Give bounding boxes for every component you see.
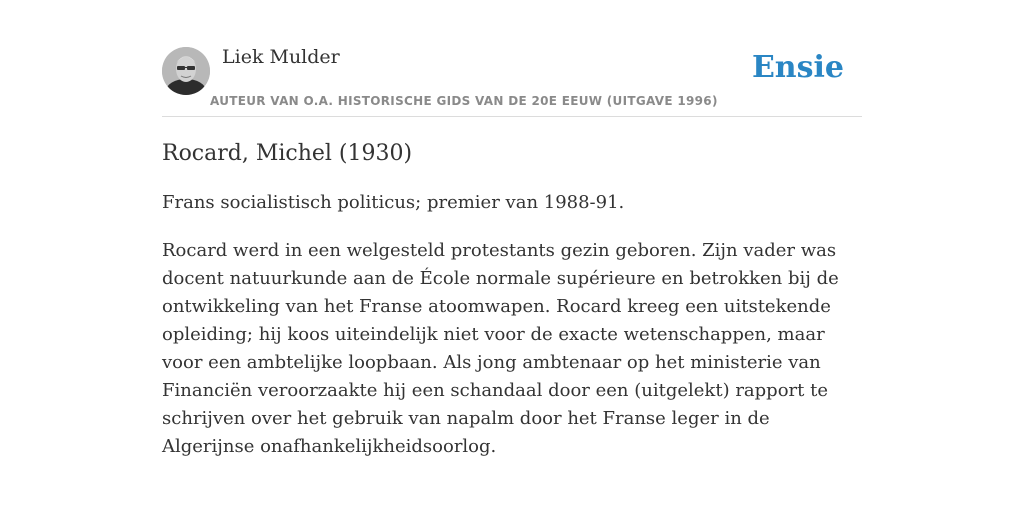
author-avatar[interactable] bbox=[162, 47, 210, 95]
author-name[interactable]: Liek Mulder bbox=[222, 46, 340, 68]
entry-body: Rocard werd in een welgesteld protestants gezin geboren. Zijn vader was docent natuurkunde aan de École normale supérieure en betrokken bij de ontwikkeling van het Franse atoomwapen. Rocard kreeg een uitstekende opleiding; hij koos uiteindelijk niet voor de exacte wetenschappen, maar voor een ambtelijke loopbaan. Als jong ambtenaar op het ministerie van Financiën veroorzaakte hij een schandaal door een (uitgelekt) rapport te schrijven over het gebruik van napalm door het Franse leger in de Algerijnse onafhankelijkheidsoorlog. bbox=[162, 240, 839, 457]
author-portrait-icon bbox=[162, 47, 210, 95]
brand-logo[interactable]: Ensie bbox=[751, 50, 844, 85]
entry-title: Rocard, Michel (1930) bbox=[162, 141, 413, 166]
entry-card bbox=[162, 40, 862, 461]
entry-lead: Frans socialistisch politicus; premier van 1988-91. bbox=[162, 192, 625, 213]
author-header bbox=[162, 40, 862, 117]
author-description: AUTEUR VAN O.A. HISTORISCHE GIDS VAN DE 20E EEUW (UITGAVE 1996) bbox=[210, 94, 718, 108]
